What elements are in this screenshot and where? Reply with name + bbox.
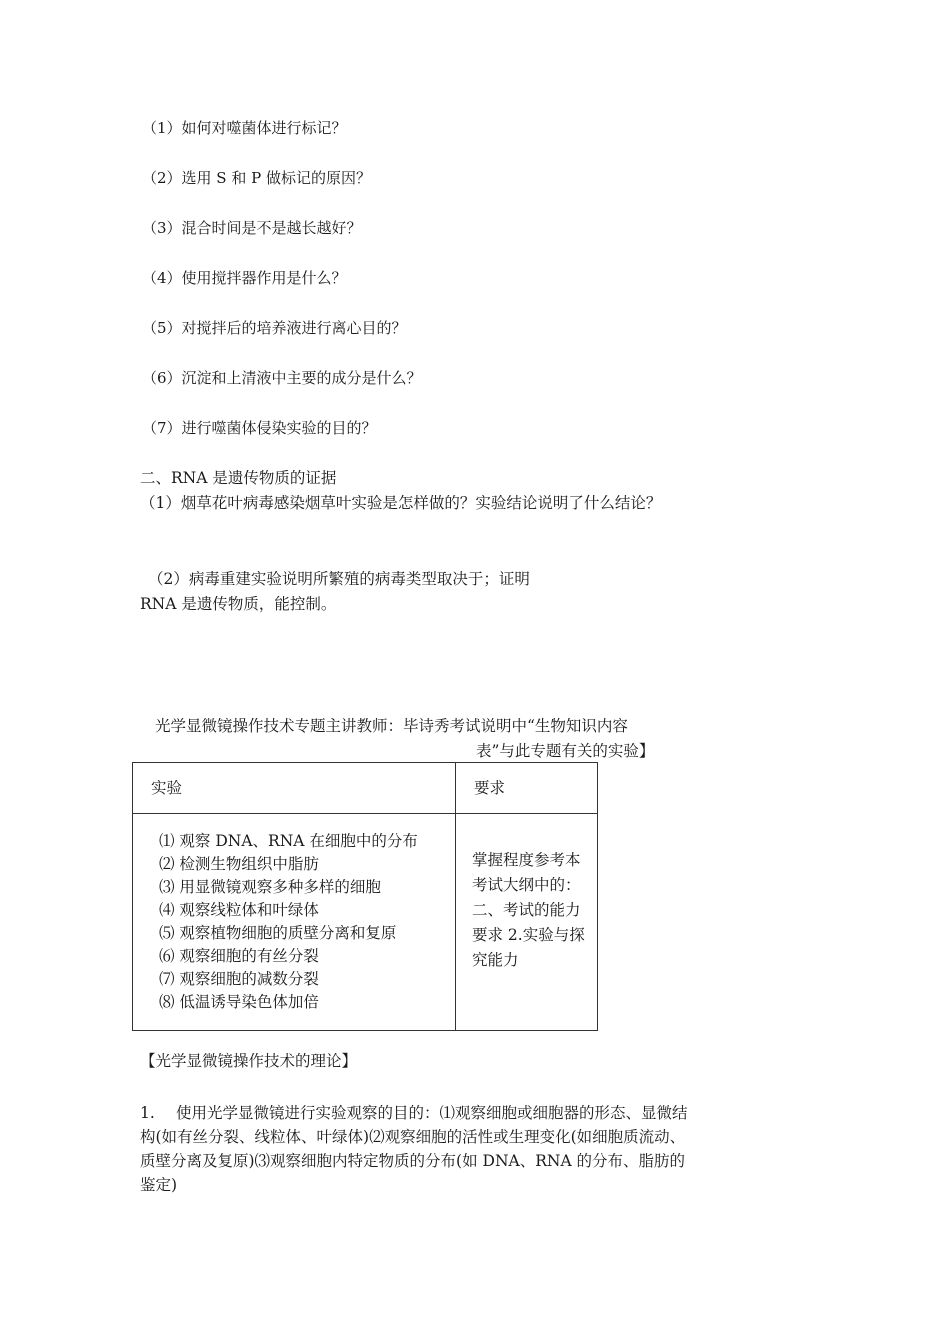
header-experiment: 实验 bbox=[151, 779, 183, 797]
table-header-row bbox=[133, 763, 598, 814]
theory-item-1 bbox=[140, 1101, 695, 1197]
question-6: （6）沉淀和上清液中主要的成分是什么？ bbox=[142, 369, 422, 387]
list-item: ⑶ 用显微镜观察多种多样的细胞 bbox=[159, 878, 381, 896]
section-question-1: （1）烟草花叶病毒感染烟草叶实验是怎样做的？实验结论说明了什么结论？ bbox=[140, 494, 662, 512]
header-requirement: 要求 bbox=[474, 779, 506, 797]
section-title: 二、RNA 是遗传物质的证据 bbox=[140, 469, 337, 487]
section-question-2-line-2: RNA 是遗传物质，能控制。 bbox=[140, 595, 337, 613]
question-1: （1）如何对噬菌体进行标记？ bbox=[142, 119, 347, 137]
question-7: （7）进行噬菌体侵染实验的目的？ bbox=[142, 419, 377, 437]
question-4: （4）使用搅拌器作用是什么？ bbox=[142, 269, 347, 287]
experiment-list bbox=[133, 814, 455, 1030]
theory-title: 【光学显微镜操作技术的理论】 bbox=[140, 1052, 358, 1070]
theory-item-1-number: 1. bbox=[140, 1104, 155, 1122]
list-item: ⑴ 观察 DNA、RNA 在细胞中的分布 bbox=[159, 832, 418, 850]
experiment-requirements-table bbox=[132, 762, 598, 1031]
list-item: ⑷ 观察线粒体和叶绿体 bbox=[159, 901, 319, 919]
section-question-2-line-1: （2）病毒重建实验说明所繁殖的病毒类型取决于；证明 bbox=[148, 570, 530, 588]
theory-item-1-text: 使用光学显微镜进行实验观察的目的：⑴观察细胞或细胞器的形态、显微结构(如有丝分裂、线粒体、叶绿体)⑵观察细胞的活性或生理变化(如细胞质流动、质壁分离及复原)⑶观察细胞内特定物质的分布(如 DNA、RNA 的分布、脂肪的鉴定) bbox=[140, 1104, 688, 1194]
requirement-cell bbox=[456, 814, 598, 1031]
experiment-list-cell bbox=[133, 814, 456, 1031]
list-item: ⑹ 观察细胞的有丝分裂 bbox=[159, 947, 319, 965]
requirement-text: 掌握程度参考本考试大纲中的：二、考试的能力要求 2.实验与探究能力 bbox=[472, 851, 585, 969]
question-3: （3）混合时间是不是越长越好？ bbox=[142, 219, 362, 237]
topic-line-2: 表”与此专题有关的实验】 bbox=[476, 742, 655, 760]
list-item: ⑵ 检测生物组织中脂肪 bbox=[159, 855, 319, 873]
table-row bbox=[133, 814, 598, 1031]
list-item: ⑸ 观察植物细胞的质壁分离和复原 bbox=[159, 924, 397, 942]
header-cell-requirement bbox=[456, 763, 598, 814]
header-cell-experiment bbox=[133, 763, 456, 814]
list-item: ⑻ 低温诱导染色体加倍 bbox=[159, 993, 319, 1011]
question-2: （2）选用 S 和 P 做标记的原因？ bbox=[142, 169, 371, 187]
list-item: ⑺ 观察细胞的减数分裂 bbox=[159, 970, 319, 988]
topic-line-1: 光学显微镜操作技术专题主讲教师：毕诗秀考试说明中“生物知识内容 bbox=[155, 717, 628, 735]
question-5: （5）对搅拌后的培养液进行离心目的？ bbox=[142, 319, 407, 337]
